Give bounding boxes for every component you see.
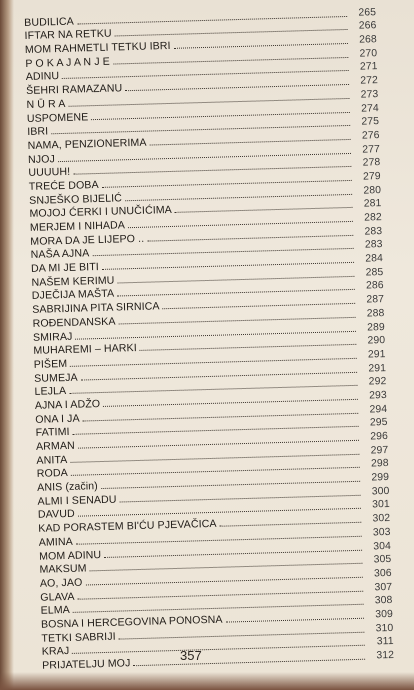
toc-entry-title: PRIJATELJU MOJ: [42, 657, 131, 672]
toc-entry-title: ŠEHRI RAMAZANU: [25, 82, 123, 98]
toc-entry-title: ARMAN: [35, 439, 75, 453]
toc-entry-title: MOM RAHMETLI TETKU IBRI: [24, 39, 171, 57]
toc-entry-title: KRAJ: [41, 645, 70, 659]
toc-entry-title: AJNA I ADŽO: [34, 397, 101, 412]
toc-entry-page: 279: [362, 171, 381, 183]
toc-entry-title: KAD PORASTEM BI'ĆU PJEVAČICA: [38, 517, 217, 535]
toc-entry-page: 292: [368, 376, 387, 388]
toc-entry-page: 285: [365, 266, 384, 279]
toc-entry-title: TREĆE DOBA: [28, 178, 99, 193]
toc-entry-title: MAKSUM: [39, 562, 87, 576]
toc-entry-title: MORA DA JE LIJEPO ..: [30, 232, 145, 248]
toc-entry-title: UUUUH!: [28, 166, 71, 180]
toc-entry-title: DAVUD: [37, 508, 75, 522]
toc-entry-title: ONA I JA: [35, 412, 80, 426]
toc-entry-title: ELMA: [40, 604, 71, 618]
toc-entry-page: 275: [361, 116, 380, 128]
toc-entry-title: TETKI SABRIJI: [41, 630, 116, 645]
table-of-contents: [24, 5, 394, 672]
toc-entry-title: BUDILICA: [24, 15, 75, 29]
toc-entry-title: IFTAR NA RETKU: [24, 27, 112, 43]
toc-entry-page: 294: [369, 403, 388, 416]
toc-entry-page: 289: [367, 321, 386, 334]
toc-entry-title: ROĐENDANSKA: [32, 315, 116, 330]
toc-entry-page: 284: [365, 253, 384, 265]
toc-entry-page: 265: [358, 6, 377, 19]
toc-entry-page: 273: [360, 88, 379, 101]
toc-entry-page: 282: [364, 212, 382, 224]
toc-entry-page: 298: [370, 458, 389, 470]
toc-entry-page: 299: [371, 472, 390, 484]
toc-entry-page: 307: [374, 581, 393, 593]
toc-entry-page: 280: [363, 184, 382, 197]
toc-leader-dots: [134, 659, 366, 666]
toc-entry-page: 277: [362, 143, 381, 156]
toc-entry-title: ALMI I SENADU: [37, 493, 117, 508]
toc-entry-title: SMIRAJ: [32, 330, 73, 344]
toc-entry-page: 283: [364, 225, 383, 238]
toc-entry-title: DA MI JE BITI: [30, 261, 100, 275]
toc-entry-page: 304: [373, 540, 392, 552]
toc-entry-page: 270: [359, 47, 378, 60]
toc-entry-page: 291: [367, 348, 386, 361]
toc-entry-title: MOM ADINU: [38, 548, 102, 563]
toc-entry-page: 309: [375, 608, 394, 621]
toc-entry-title: ANIS (začin): [37, 480, 99, 494]
toc-entry-title: USPOMENE: [26, 110, 89, 125]
toc-entry-title: IBRI: [27, 125, 49, 139]
toc-entry-page: 311: [376, 636, 394, 648]
toc-entry-page: 283: [364, 239, 383, 251]
page-number: 357: [180, 648, 202, 663]
toc-entry-title: LEJLA: [34, 385, 67, 399]
toc-entry-page: 302: [372, 513, 391, 525]
toc-entry-page: 266: [358, 20, 377, 33]
toc-entry-page: 300: [371, 485, 390, 498]
toc-entry-page: 268: [359, 34, 377, 46]
toc-entry-page: 276: [361, 129, 380, 142]
toc-entry-title: NAŠEM KERIMU: [31, 274, 115, 289]
page-edge-shadow: [0, 672, 414, 690]
toc-entry-page: 271: [359, 61, 378, 74]
toc-entry-title: PIŠEM: [33, 357, 68, 371]
toc-entry-title: MOJOJ ĆERKI I UNUČIĆIMA: [29, 204, 173, 221]
toc-entry-page: 297: [370, 444, 389, 457]
toc-entry-title: NAMA, PENZIONERIMA: [27, 136, 147, 152]
toc-entry-page: 272: [360, 75, 379, 87]
toc-entry-title: FATIMI: [35, 426, 70, 440]
toc-entry-page: 290: [367, 335, 386, 347]
toc-entry-title: DJEČIJA MAŠTA: [31, 288, 115, 303]
toc-entry-page: 295: [369, 417, 388, 429]
toc-entry-title: RODA: [36, 467, 68, 481]
toc-entry-title: ADINU: [25, 70, 60, 84]
toc-entry-page: 293: [368, 389, 387, 402]
toc-entry-page: 303: [372, 526, 391, 539]
toc-entry-title: MERJEM I NIHADA: [29, 219, 126, 234]
toc-entry-page: 305: [373, 554, 392, 566]
toc-entry-page: 286: [365, 280, 384, 292]
toc-entry-page: 278: [362, 157, 381, 169]
toc-entry-page: 301: [372, 499, 390, 511]
toc-entry-page: 288: [366, 307, 385, 320]
page-gutter-shadow: [0, 0, 14, 690]
toc-entry-page: 291: [368, 362, 387, 375]
toc-entry-title: AMINA: [38, 535, 73, 549]
toc-entry-title: NJOJ: [27, 152, 56, 166]
toc-entry-page: 287: [366, 294, 385, 306]
toc-entry-page: 274: [360, 102, 379, 115]
toc-entry-title: SNJEŠKO BIJELIĆ: [29, 191, 123, 207]
toc-entry-title: GLAVA: [40, 590, 75, 604]
toc-entry-title: AO, JAO: [39, 576, 83, 590]
toc-entry-title: SUMEJA: [33, 371, 78, 385]
toc-entry-title: MUHAREMI – HARKI: [33, 342, 137, 358]
toc-entry-title: N Ū R A: [26, 97, 66, 111]
toc-entry-page: 308: [374, 595, 393, 607]
toc-entry-page: 296: [370, 431, 389, 443]
toc-entry-page: 306: [373, 567, 392, 580]
toc-entry-title: P O K A J A N J E: [25, 55, 111, 70]
toc-entry-title: BOSNA I HERCEGOVINA PONOSNA: [40, 613, 223, 631]
toc-entry-page: 310: [375, 622, 394, 635]
toc-entry-page: 281: [363, 198, 382, 210]
toc-entry-title: ANITA: [36, 453, 68, 467]
toc-entry-page: 312: [376, 649, 395, 662]
toc-entry-title: SABRIJINA PITA SIRNICA: [32, 300, 160, 317]
toc-entry-title: NAŠA AJNA: [30, 247, 90, 262]
